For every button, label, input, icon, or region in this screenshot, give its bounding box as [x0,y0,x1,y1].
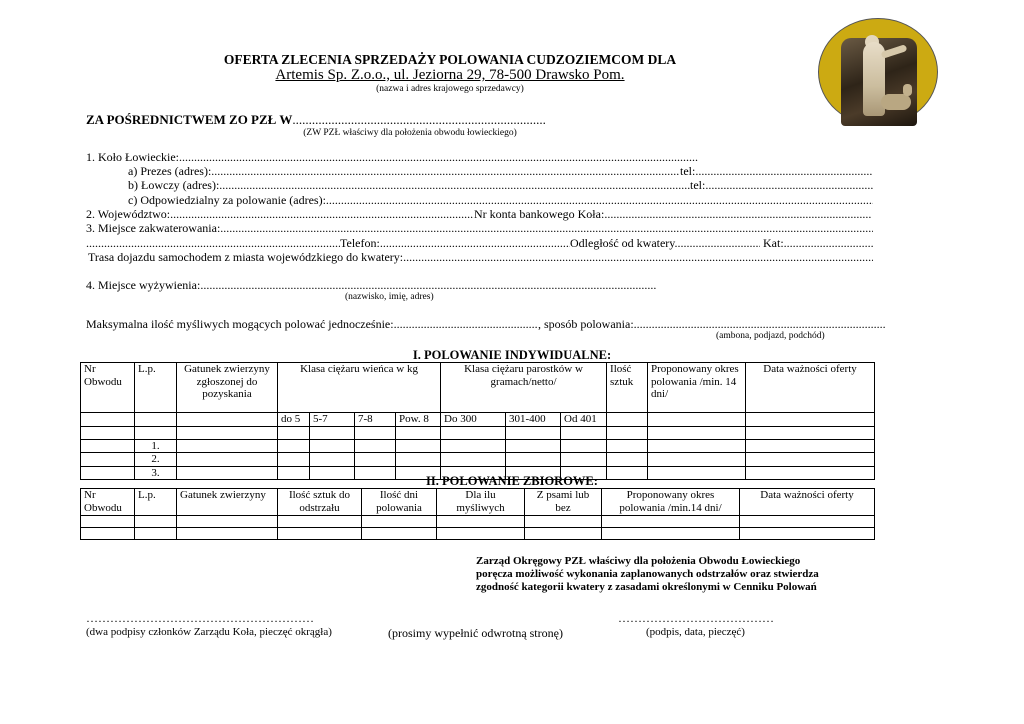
input-cell[interactable] [81,439,135,453]
field-kolo[interactable]: 1. Koło Łowieckie: ..... [86,150,698,165]
input-cell[interactable] [177,516,278,528]
input-cell[interactable] [355,453,396,467]
field-prezes[interactable]: a) Prezes (adres): ..... [128,164,680,179]
input-cell[interactable] [746,426,875,439]
row-number: 1. [135,439,177,453]
header-proponowany: Proponowany okres polowania /min. 14 dni/ [648,363,746,413]
input-cell[interactable] [362,516,437,528]
input-cell[interactable] [607,453,648,467]
input-cell[interactable] [746,466,875,480]
individual-hunting-table [80,362,875,480]
wieniec-class-1: 5-7 [310,413,355,427]
header-proponowany: Proponowany okres polowania /min.14 dni/ [602,489,740,516]
header-data: Data ważności oferty [746,363,875,413]
table-row [81,439,875,453]
field-lowczy[interactable]: b) Łowczy (adres): ..... [128,178,690,193]
input-cell[interactable] [177,439,278,453]
field-wyzywienie[interactable]: 4. Miejsce wyżywienia: ..... [86,278,656,293]
signature-line-right[interactable]: ………………………………… [618,611,774,625]
input-cell[interactable] [441,439,506,453]
input-cell[interactable] [355,439,396,453]
input-cell[interactable] [561,439,607,453]
intermediary-label: ZA POŚREDNICTWEM ZO PZŁ W [86,112,293,127]
input-cell[interactable] [607,439,648,453]
cell [177,413,278,427]
cell [607,413,648,427]
field-zakwaterowanie[interactable]: 3. Miejsce zakwaterowania: ..... [86,221,873,236]
header-gatunek: Gatunek zwierzyny [177,489,278,516]
input-cell[interactable] [746,453,875,467]
field-telefon[interactable]: Telefon: ..... [340,236,570,251]
input-cell[interactable] [177,466,278,480]
input-cell[interactable] [81,426,135,439]
input-cell[interactable] [135,516,177,528]
input-cell[interactable] [310,453,355,467]
signature-line-left[interactable]: ………………………………………………… [86,611,314,625]
intermediary-note: (ZW PZŁ właściwy dla położenia obwodu łowieckiego) [303,128,517,138]
field-zakwaterowanie-cont[interactable] [86,236,340,251]
field-odpowiedzialny[interactable]: c) Odpowiedzialny za polowanie (adres): ..... [128,193,873,208]
input-cell[interactable] [525,528,602,540]
field-sposob[interactable]: , sposób polowania: ..... [538,317,886,332]
input-cell[interactable] [177,453,278,467]
header-lp: L.p. [135,489,177,516]
input-cell[interactable] [355,426,396,439]
field-trasa[interactable]: Trasa dojazdu samochodem z miasta wojewódzkiego do kwatery: ..... [88,250,873,265]
header-data: Data ważności oferty [740,489,875,516]
guarantee-line-3: zgodność kategorii kwatery z zasadami określonymi w Cenniku Polowań [476,581,817,593]
parostki-class-1: 301-400 [506,413,561,427]
header-gatunek: Gatunek zwierzyny zgłoszonej do pozyskania [177,363,278,413]
input-cell[interactable] [135,426,177,439]
input-cell[interactable] [648,439,746,453]
wieniec-class-3: Pow. 8 [396,413,441,427]
input-cell[interactable] [278,426,310,439]
input-cell[interactable] [561,426,607,439]
cell [135,413,177,427]
field-prezes-tel[interactable]: tel: ..... [680,164,872,179]
cell [648,413,746,427]
input-cell[interactable] [441,426,506,439]
header-ilosc-dni: Ilość dni polowania [362,489,437,516]
cell [81,413,135,427]
input-cell[interactable] [740,528,875,540]
section1-title: I. POLOWANIE INDYWIDUALNE: [412,348,612,362]
input-cell[interactable] [135,528,177,540]
header-dla-ilu: Dla ilu myśliwych [437,489,525,516]
input-cell[interactable] [310,439,355,453]
header-z-psami: Z psami lub bez [525,489,602,516]
input-cell[interactable] [648,426,746,439]
header-parostki: Klasa ciężaru parostków w gramach/netto/ [441,363,607,413]
input-cell[interactable] [396,453,441,467]
input-cell[interactable] [362,528,437,540]
input-cell[interactable] [740,516,875,528]
table-row [81,453,875,467]
input-cell[interactable] [437,516,525,528]
field-lowczy-tel[interactable]: tel: ..... [690,178,873,193]
input-cell[interactable] [506,439,561,453]
field-kat[interactable]: Kat: ..... [763,236,873,251]
signature-note-left: (dwa podpisy członków Zarządu Koła, pieczęć okrągła) [86,626,332,638]
input-cell[interactable] [561,453,607,467]
input-cell[interactable] [602,528,740,540]
input-cell[interactable] [607,426,648,439]
signature-note-right: (podpis, data, pieczęć) [646,626,745,638]
header-ilosc: Ilość sztuk [607,363,648,413]
field-konto[interactable]: Nr konta bankowego Koła: ..... [474,207,872,222]
sposob-note: (ambona, podjazd, podchód) [716,331,825,341]
input-cell[interactable] [81,528,135,540]
input-cell[interactable] [396,426,441,439]
input-cell[interactable] [602,516,740,528]
table-row [81,528,875,540]
input-cell[interactable] [278,453,310,467]
input-cell[interactable] [525,516,602,528]
cell [746,413,875,427]
input-cell[interactable] [278,516,362,528]
field-maks[interactable]: Maksymalna ilość myśliwych mogących polować jednocześnie: ..... [86,317,538,332]
guarantee-line-1: Zarząd Okręgowy PZŁ właściwy dla położenia Obwodu Łowieckiego [476,555,801,567]
reverse-side-note: (prosimy wypełnić odwrotną stronę) [388,626,563,640]
input-cell[interactable] [396,439,441,453]
header-wieniec: Klasa ciężaru wieńca w kg [278,363,441,413]
input-cell[interactable] [310,426,355,439]
group-hunting-table [80,488,875,540]
input-cell[interactable] [506,453,561,467]
input-cell[interactable] [648,453,746,467]
wyzywienie-note: (nazwisko, imię, adres) [345,292,434,302]
section2-title: II. POLOWANIE ZBIOROWE: [426,474,598,488]
parostki-class-2: Od 401 [561,413,607,427]
wieniec-class-2: 7-8 [355,413,396,427]
header-ilosc-odstrzalu: Ilość sztuk do odstrzału [278,489,362,516]
header-lp: L.p. [135,363,177,413]
input-cell[interactable] [177,426,278,439]
input-cell[interactable] [746,439,875,453]
form-title: OFERTA ZLECENIA SPRZEDAŻY POLOWANIA CUDZOZIEMCOM DLA [223,52,677,67]
wieniec-class-0: do 5 [278,413,310,427]
input-cell[interactable] [278,439,310,453]
parostki-class-0: Do 300 [441,413,506,427]
intermediary-line[interactable] [86,112,546,128]
field-odleglosc[interactable]: Odległość od kwatery ..... [570,236,760,251]
header-nr-obwodu: Nr Obwodu [81,489,135,516]
artemis-statue-image [841,38,917,126]
seller-name: Artemis Sp. Z.o.o., ul. Jeziorna 29, 78-500 Drawsko Pom. [275,67,625,83]
input-cell[interactable] [278,528,362,540]
input-cell[interactable] [441,453,506,467]
seller-note: (nazwa i adres krajowego sprzedawcy) [376,84,524,94]
input-cell[interactable] [81,516,135,528]
input-cell[interactable] [437,528,525,540]
field-wojewodztwo[interactable]: 2. Województwo: ..... [86,207,474,222]
input-cell[interactable] [81,466,135,480]
row-number: 3. [135,466,177,480]
header-nr-obwodu: Nr Obwodu [81,363,135,413]
table-row [81,516,875,528]
input-cell[interactable] [506,426,561,439]
input-cell[interactable] [177,528,278,540]
guarantee-line-2: poręcza możliwość wykonania zaplanowanych odstrzałów oraz stwierdza [476,568,819,580]
row-number: 2. [135,453,177,467]
input-cell[interactable] [81,453,135,467]
